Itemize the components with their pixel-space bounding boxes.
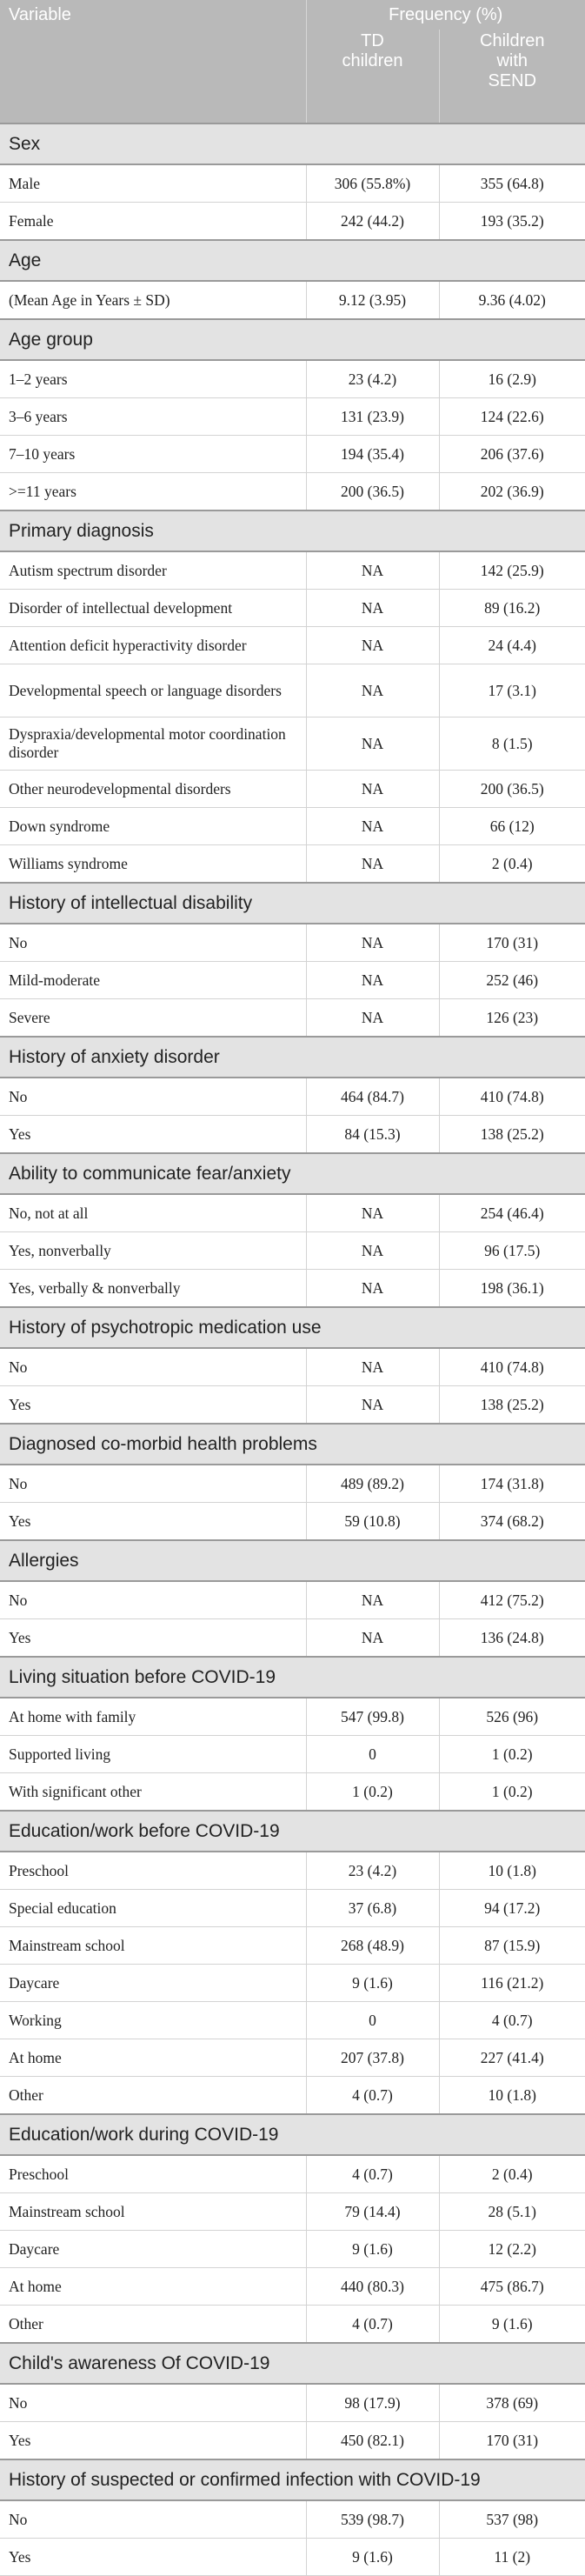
send-children-value: 410 (74.8) bbox=[439, 1348, 585, 1386]
row-label: 3–6 years bbox=[0, 398, 306, 436]
send-children-value: 28 (5.1) bbox=[439, 2193, 585, 2231]
td-children-value: 489 (89.2) bbox=[306, 1465, 439, 1503]
td-children-value: 23 (4.2) bbox=[306, 360, 439, 398]
send-header-line: with bbox=[496, 51, 528, 70]
td-children-value: 4 (0.7) bbox=[306, 2155, 439, 2193]
td-children-value: 268 (48.9) bbox=[306, 1927, 439, 1965]
td-children-value: 37 (6.8) bbox=[306, 1890, 439, 1927]
td-header-line: children bbox=[342, 51, 403, 70]
section-title: Education/work during COVID-19 bbox=[0, 2114, 585, 2155]
row-label: Working bbox=[0, 2002, 306, 2039]
row-label: Preschool bbox=[0, 1852, 306, 1890]
table-row bbox=[0, 924, 585, 962]
section-header-row bbox=[0, 240, 585, 281]
td-children-value: 9.12 (3.95) bbox=[306, 281, 439, 319]
section-header-row bbox=[0, 2343, 585, 2384]
row-label: Yes bbox=[0, 2422, 306, 2460]
section-title: History of intellectual disability bbox=[0, 883, 585, 924]
table-row bbox=[0, 1465, 585, 1503]
td-children-value: 0 bbox=[306, 2002, 439, 2039]
table-row bbox=[0, 551, 585, 590]
section-header-row bbox=[0, 1540, 585, 1581]
section-title: Diagnosed co-morbid health problems bbox=[0, 1424, 585, 1465]
td-children-value: 306 (55.8%) bbox=[306, 164, 439, 203]
row-label: Yes bbox=[0, 1503, 306, 1541]
row-label: Daycare bbox=[0, 1965, 306, 2002]
td-children-value: 9 (1.6) bbox=[306, 2231, 439, 2268]
send-children-value: 126 (23) bbox=[439, 999, 585, 1038]
section-title: Ability to communicate fear/anxiety bbox=[0, 1153, 585, 1194]
section-header-row bbox=[0, 123, 585, 164]
send-children-value: 193 (35.2) bbox=[439, 203, 585, 241]
td-children-value: NA bbox=[306, 590, 439, 627]
td-children-value: 1 (0.2) bbox=[306, 1773, 439, 1812]
table-row bbox=[0, 1078, 585, 1116]
td-children-value: 539 (98.7) bbox=[306, 2500, 439, 2539]
send-children-value: 412 (75.2) bbox=[439, 1581, 585, 1619]
table-row bbox=[0, 1232, 585, 1270]
td-children-value: NA bbox=[306, 664, 439, 717]
table-row bbox=[0, 771, 585, 808]
table-row bbox=[0, 2384, 585, 2422]
td-children-value: NA bbox=[306, 808, 439, 845]
row-label: Yes, verbally & nonverbally bbox=[0, 1270, 306, 1308]
table-row bbox=[0, 164, 585, 203]
send-children-value: 142 (25.9) bbox=[439, 551, 585, 590]
send-children-value: 526 (96) bbox=[439, 1698, 585, 1736]
td-children-value: 4 (0.7) bbox=[306, 2306, 439, 2344]
send-children-value: 124 (22.6) bbox=[439, 398, 585, 436]
send-children-value: 94 (17.2) bbox=[439, 1890, 585, 1927]
send-children-value: 136 (24.8) bbox=[439, 1619, 585, 1658]
send-children-value: 198 (36.1) bbox=[439, 1270, 585, 1308]
send-children-value: 202 (36.9) bbox=[439, 473, 585, 511]
frequency-header: Frequency (%) bbox=[306, 0, 585, 30]
table-row bbox=[0, 360, 585, 398]
td-children-value: 0 bbox=[306, 1736, 439, 1773]
table-row bbox=[0, 1116, 585, 1154]
row-label: Dyspraxia/developmental motor coordination disorder bbox=[0, 717, 306, 771]
send-children-value: 2 (0.4) bbox=[439, 845, 585, 884]
row-label: Yes bbox=[0, 1116, 306, 1154]
row-label: Autism spectrum disorder bbox=[0, 551, 306, 590]
send-children-value: 174 (31.8) bbox=[439, 1465, 585, 1503]
table-row bbox=[0, 2422, 585, 2460]
section-header-row bbox=[0, 2459, 585, 2500]
table-row bbox=[0, 1773, 585, 1812]
row-label: >=11 years bbox=[0, 473, 306, 511]
table-row bbox=[0, 1852, 585, 1890]
td-children-value: 4 (0.7) bbox=[306, 2077, 439, 2115]
send-children-value: 138 (25.2) bbox=[439, 1386, 585, 1425]
td-children-value: NA bbox=[306, 1348, 439, 1386]
send-children-value: 10 (1.8) bbox=[439, 1852, 585, 1890]
td-children-value: 450 (82.1) bbox=[306, 2422, 439, 2460]
td-children-value: 440 (80.3) bbox=[306, 2268, 439, 2306]
row-label: Mainstream school bbox=[0, 2193, 306, 2231]
td-children-header bbox=[306, 30, 439, 123]
section-header-row bbox=[0, 2114, 585, 2155]
td-children-value: NA bbox=[306, 1619, 439, 1658]
table-row bbox=[0, 664, 585, 717]
send-children-value: 9 (1.6) bbox=[439, 2306, 585, 2344]
row-label: Mainstream school bbox=[0, 1927, 306, 1965]
table-row bbox=[0, 2268, 585, 2306]
send-children-value: 116 (21.2) bbox=[439, 1965, 585, 2002]
table-row bbox=[0, 1270, 585, 1308]
row-label: No bbox=[0, 1465, 306, 1503]
row-label: No bbox=[0, 1348, 306, 1386]
td-children-value: 207 (37.8) bbox=[306, 2039, 439, 2077]
send-children-value: 96 (17.5) bbox=[439, 1232, 585, 1270]
row-label: Daycare bbox=[0, 2231, 306, 2268]
section-title: Allergies bbox=[0, 1540, 585, 1581]
table-row bbox=[0, 1890, 585, 1927]
row-label: No bbox=[0, 1078, 306, 1116]
td-children-value: NA bbox=[306, 1270, 439, 1308]
send-children-value: 1 (0.2) bbox=[439, 1736, 585, 1773]
table-row bbox=[0, 717, 585, 771]
section-title: Education/work before COVID-19 bbox=[0, 1811, 585, 1852]
section-title: History of psychotropic medication use bbox=[0, 1307, 585, 1348]
send-children-value: 170 (31) bbox=[439, 924, 585, 962]
row-label: Developmental speech or language disorders bbox=[0, 664, 306, 717]
table-row bbox=[0, 2039, 585, 2077]
row-label: Other neurodevelopmental disorders bbox=[0, 771, 306, 808]
row-label: Disorder of intellectual development bbox=[0, 590, 306, 627]
send-children-value: 170 (31) bbox=[439, 2422, 585, 2460]
table-row bbox=[0, 962, 585, 999]
row-label: Attention deficit hyperactivity disorder bbox=[0, 627, 306, 664]
row-label: Male bbox=[0, 164, 306, 203]
send-children-value: 10 (1.8) bbox=[439, 2077, 585, 2115]
table-row bbox=[0, 590, 585, 627]
table-row bbox=[0, 1194, 585, 1232]
send-children-value: 24 (4.4) bbox=[439, 627, 585, 664]
table-row bbox=[0, 281, 585, 319]
td-header-line: TD bbox=[361, 31, 384, 50]
td-children-value: 200 (36.5) bbox=[306, 473, 439, 511]
send-children-value: 2 (0.4) bbox=[439, 2155, 585, 2193]
table-row bbox=[0, 1386, 585, 1425]
td-children-value: NA bbox=[306, 771, 439, 808]
send-children-header bbox=[439, 30, 585, 123]
table-row bbox=[0, 1581, 585, 1619]
td-children-value: 131 (23.9) bbox=[306, 398, 439, 436]
td-children-value: 194 (35.4) bbox=[306, 436, 439, 473]
row-label: Female bbox=[0, 203, 306, 241]
td-children-value: 23 (4.2) bbox=[306, 1852, 439, 1890]
table-row bbox=[0, 1698, 585, 1736]
table-row bbox=[0, 2306, 585, 2344]
section-title: Sex bbox=[0, 123, 585, 164]
row-label: No, not at all bbox=[0, 1194, 306, 1232]
table-row bbox=[0, 203, 585, 241]
row-label: No bbox=[0, 2384, 306, 2422]
td-children-value: NA bbox=[306, 845, 439, 884]
send-children-value: 12 (2.2) bbox=[439, 2231, 585, 2268]
section-header-row bbox=[0, 1037, 585, 1078]
send-children-value: 9.36 (4.02) bbox=[439, 281, 585, 319]
td-children-value: 59 (10.8) bbox=[306, 1503, 439, 1541]
td-children-value: 84 (15.3) bbox=[306, 1116, 439, 1154]
send-children-value: 252 (46) bbox=[439, 962, 585, 999]
table-row bbox=[0, 808, 585, 845]
td-children-value: NA bbox=[306, 717, 439, 771]
table-row bbox=[0, 1503, 585, 1541]
row-label: With significant other bbox=[0, 1773, 306, 1812]
table-row bbox=[0, 2077, 585, 2115]
td-children-value: 9 (1.6) bbox=[306, 1965, 439, 2002]
send-header-line: Children bbox=[480, 31, 545, 50]
row-label: Yes bbox=[0, 2539, 306, 2576]
send-children-value: 378 (69) bbox=[439, 2384, 585, 2422]
table-row bbox=[0, 2500, 585, 2539]
send-children-value: 254 (46.4) bbox=[439, 1194, 585, 1232]
send-children-value: 4 (0.7) bbox=[439, 2002, 585, 2039]
td-children-value: 79 (14.4) bbox=[306, 2193, 439, 2231]
section-header-row bbox=[0, 511, 585, 551]
row-label: No bbox=[0, 924, 306, 962]
table-row bbox=[0, 2539, 585, 2576]
row-label: Yes bbox=[0, 1386, 306, 1425]
table-row bbox=[0, 1736, 585, 1773]
send-children-value: 200 (36.5) bbox=[439, 771, 585, 808]
send-children-value: 89 (16.2) bbox=[439, 590, 585, 627]
row-label: Yes bbox=[0, 1619, 306, 1658]
row-label: (Mean Age in Years ± SD) bbox=[0, 281, 306, 319]
table-row bbox=[0, 436, 585, 473]
table-body bbox=[0, 123, 585, 2576]
table-row bbox=[0, 2231, 585, 2268]
td-children-value: 464 (84.7) bbox=[306, 1078, 439, 1116]
table-row bbox=[0, 2002, 585, 2039]
row-label: No bbox=[0, 1581, 306, 1619]
td-children-value: NA bbox=[306, 627, 439, 664]
send-children-value: 227 (41.4) bbox=[439, 2039, 585, 2077]
variable-header: Variable bbox=[0, 0, 306, 123]
send-children-value: 1 (0.2) bbox=[439, 1773, 585, 1812]
section-header-row bbox=[0, 1424, 585, 1465]
table-row bbox=[0, 1348, 585, 1386]
td-children-value: 9 (1.6) bbox=[306, 2539, 439, 2576]
send-children-value: 410 (74.8) bbox=[439, 1078, 585, 1116]
table-row bbox=[0, 473, 585, 511]
section-title: Primary diagnosis bbox=[0, 511, 585, 551]
send-children-value: 16 (2.9) bbox=[439, 360, 585, 398]
send-children-value: 11 (2) bbox=[439, 2539, 585, 2576]
row-label: At home bbox=[0, 2039, 306, 2077]
section-header-row bbox=[0, 1811, 585, 1852]
send-children-value: 87 (15.9) bbox=[439, 1927, 585, 1965]
section-header-row bbox=[0, 1657, 585, 1698]
row-label: Yes, nonverbally bbox=[0, 1232, 306, 1270]
td-children-value: 547 (99.8) bbox=[306, 1698, 439, 1736]
section-header-row bbox=[0, 883, 585, 924]
table-row bbox=[0, 999, 585, 1038]
send-children-value: 17 (3.1) bbox=[439, 664, 585, 717]
table-row bbox=[0, 2193, 585, 2231]
table-row bbox=[0, 845, 585, 884]
send-children-value: 8 (1.5) bbox=[439, 717, 585, 771]
row-label: Other bbox=[0, 2077, 306, 2115]
row-label: 1–2 years bbox=[0, 360, 306, 398]
section-title: Living situation before COVID-19 bbox=[0, 1657, 585, 1698]
table-row bbox=[0, 1965, 585, 2002]
section-title: History of anxiety disorder bbox=[0, 1037, 585, 1078]
send-children-value: 138 (25.2) bbox=[439, 1116, 585, 1154]
section-header-row bbox=[0, 1307, 585, 1348]
section-title: History of suspected or confirmed infection with COVID-19 bbox=[0, 2459, 585, 2500]
td-children-value: NA bbox=[306, 1232, 439, 1270]
section-title: Age bbox=[0, 240, 585, 281]
td-children-value: NA bbox=[306, 1194, 439, 1232]
td-children-value: NA bbox=[306, 924, 439, 962]
row-label: At home with family bbox=[0, 1698, 306, 1736]
td-children-value: 98 (17.9) bbox=[306, 2384, 439, 2422]
send-children-value: 475 (86.7) bbox=[439, 2268, 585, 2306]
send-children-value: 66 (12) bbox=[439, 808, 585, 845]
td-children-value: NA bbox=[306, 999, 439, 1038]
td-children-value: 242 (44.2) bbox=[306, 203, 439, 241]
row-label: Williams syndrome bbox=[0, 845, 306, 884]
table-row bbox=[0, 627, 585, 664]
row-label: No bbox=[0, 2500, 306, 2539]
row-label: Preschool bbox=[0, 2155, 306, 2193]
section-header-row bbox=[0, 319, 585, 360]
table-row bbox=[0, 398, 585, 436]
section-title: Child's awareness Of COVID-19 bbox=[0, 2343, 585, 2384]
table-row bbox=[0, 1619, 585, 1658]
table-header bbox=[0, 0, 585, 123]
table-row bbox=[0, 1927, 585, 1965]
row-label: Other bbox=[0, 2306, 306, 2344]
row-label: Special education bbox=[0, 1890, 306, 1927]
send-children-value: 537 (98) bbox=[439, 2500, 585, 2539]
table-row bbox=[0, 2155, 585, 2193]
send-children-value: 355 (64.8) bbox=[439, 164, 585, 203]
section-header-row bbox=[0, 1153, 585, 1194]
row-label: At home bbox=[0, 2268, 306, 2306]
td-children-value: NA bbox=[306, 1581, 439, 1619]
td-children-value: NA bbox=[306, 551, 439, 590]
td-children-value: NA bbox=[306, 962, 439, 999]
row-label: Mild-moderate bbox=[0, 962, 306, 999]
send-children-value: 374 (68.2) bbox=[439, 1503, 585, 1541]
td-children-value: NA bbox=[306, 1386, 439, 1425]
row-label: Severe bbox=[0, 999, 306, 1038]
send-header-line: SEND bbox=[488, 71, 537, 90]
row-label: Supported living bbox=[0, 1736, 306, 1773]
send-children-value: 206 (37.6) bbox=[439, 436, 585, 473]
section-title: Age group bbox=[0, 319, 585, 360]
row-label: Down syndrome bbox=[0, 808, 306, 845]
row-label: 7–10 years bbox=[0, 436, 306, 473]
